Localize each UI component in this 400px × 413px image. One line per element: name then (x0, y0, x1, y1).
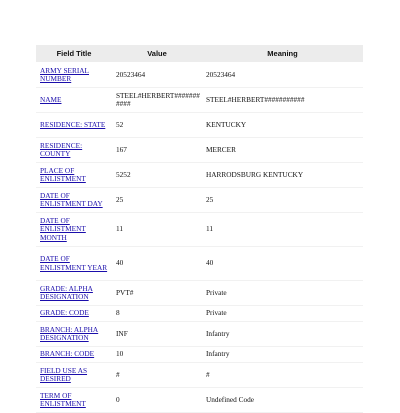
field-title-link[interactable]: TERM OF ENLISTMENT (36, 388, 112, 413)
table-row (36, 281, 363, 306)
column-header-field-title: Field Title (36, 45, 112, 63)
table-row (36, 63, 363, 88)
field-meaning: Private (202, 306, 363, 322)
table-row (36, 322, 363, 347)
field-value: 167 (112, 138, 202, 163)
field-meaning: 11 (202, 213, 363, 247)
field-meaning: 40 (202, 247, 363, 281)
field-title-link[interactable]: RESIDENCE: COUNTY (36, 138, 112, 163)
field-meaning: Undefined Code (202, 388, 363, 413)
field-title-link[interactable]: DATE OF ENLISTMENT YEAR (36, 247, 112, 281)
field-title-link[interactable]: BRANCH: ALPHA DESIGNATION (36, 322, 112, 347)
field-value: 5252 (112, 163, 202, 188)
field-meaning: KENTUCKY (202, 113, 363, 138)
field-title-link[interactable]: PLACE OF ENLISTMENT (36, 163, 112, 188)
field-meaning: Infantry (202, 322, 363, 347)
field-value: 10 (112, 347, 202, 363)
field-title-link[interactable]: DATE OF ENLISTMENT MONTH (36, 213, 112, 247)
field-title-link[interactable]: GRADE: CODE (36, 306, 112, 322)
field-meaning: # (202, 363, 363, 388)
field-meaning: 25 (202, 188, 363, 213)
field-title-link[interactable]: FIELD USE AS DESIRED (36, 363, 112, 388)
field-value: 11 (112, 213, 202, 247)
column-header-value: Value (112, 45, 202, 63)
field-meaning: HARRODSBURG KENTUCKY (202, 163, 363, 188)
table-row (36, 363, 363, 388)
field-value: 20523464 (112, 63, 202, 88)
field-meaning: MERCER (202, 138, 363, 163)
table-row (36, 88, 363, 113)
field-title-link[interactable]: DATE OF ENLISTMENT DAY (36, 188, 112, 213)
table-row (36, 213, 363, 247)
table-row (36, 138, 363, 163)
field-meaning: Private (202, 281, 363, 306)
field-value: PVT# (112, 281, 202, 306)
table-row (36, 113, 363, 138)
field-title-link[interactable]: GRADE: ALPHA DESIGNATION (36, 281, 112, 306)
field-meaning: Infantry (202, 347, 363, 363)
field-value: STEEL#HERBERT########### (112, 88, 202, 113)
field-value: INF (112, 322, 202, 347)
field-meaning: 20523464 (202, 63, 363, 88)
table-row (36, 347, 363, 363)
field-title-link[interactable]: ARMY SERIAL NUMBER (36, 63, 112, 88)
enlistment-record-table (36, 45, 363, 413)
table-header-row (36, 45, 363, 63)
table-row (36, 306, 363, 322)
field-title-link[interactable]: BRANCH: CODE (36, 347, 112, 363)
field-value: # (112, 363, 202, 388)
field-value: 25 (112, 188, 202, 213)
table-row (36, 163, 363, 188)
field-value: 8 (112, 306, 202, 322)
field-value: 40 (112, 247, 202, 281)
field-meaning: STEEL#HERBERT########### (202, 88, 363, 113)
field-title-link[interactable]: NAME (36, 88, 112, 113)
field-value: 52 (112, 113, 202, 138)
field-value: 0 (112, 388, 202, 413)
field-title-link[interactable]: RESIDENCE: STATE (36, 113, 112, 138)
table-row (36, 247, 363, 281)
column-header-meaning: Meaning (202, 45, 363, 63)
table-row (36, 188, 363, 213)
table-row (36, 388, 363, 413)
